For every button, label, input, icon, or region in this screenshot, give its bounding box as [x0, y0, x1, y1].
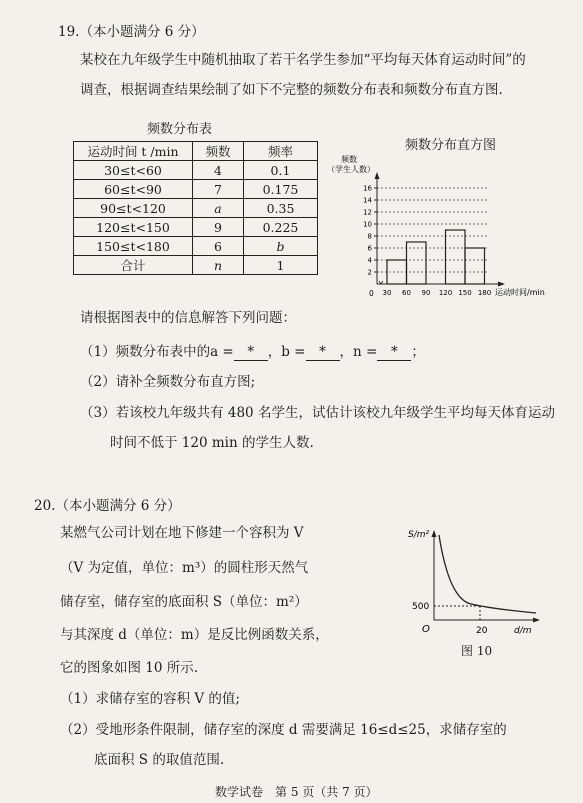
q20-line-3: 储存室，储存室的底面积 S（单位：m²）	[60, 594, 308, 610]
q20-line-2: （V 为定值，单位：m³）的圆柱形天然气	[60, 560, 309, 576]
x-tick-label: 30	[382, 289, 392, 297]
table-row	[74, 237, 318, 256]
blank-b: *	[306, 344, 340, 361]
table-cell: 7	[193, 180, 244, 199]
chart-ylabel-2: （学生人数）	[327, 165, 375, 174]
x-axis-arrow	[498, 282, 505, 287]
table-row	[74, 256, 318, 275]
sub1-prefix: （1）频数分布表中的	[80, 344, 211, 360]
table-row	[74, 218, 318, 237]
table-header-row	[74, 142, 318, 161]
x-tick-label: 120	[438, 289, 453, 297]
q20-sub2-line1: （2）受地形条件限制，储存室的深度 d 需要满足 16≤d≤25，求储存室的	[60, 722, 507, 738]
histogram-bar-150-180	[465, 248, 485, 284]
table-cell: n	[193, 256, 244, 275]
q19-header: 19.（本小题满分 6 分）	[58, 24, 205, 40]
q20-line-5: 它的图象如图 10 所示.	[60, 660, 199, 676]
frequency-table	[73, 141, 318, 275]
table-cell: 4	[193, 161, 244, 180]
y-tick-label: 8	[367, 232, 372, 241]
table-cell: 9	[193, 218, 244, 237]
chart-origin-label: 0	[369, 289, 374, 298]
chart-ylabel-1: 频数	[341, 155, 357, 164]
table-header-cell: 运动时间 t /min	[74, 142, 193, 161]
table-cell: 6	[193, 237, 244, 256]
table-cell: a	[193, 199, 244, 218]
q20-line-4: 与其深度 d（单位：m）是反比例函数关系，	[60, 627, 329, 643]
table-header-cell: 频数	[193, 142, 244, 161]
s-axis-arrow	[432, 530, 437, 537]
q20-line-1: 某燃气公司计划在地下修建一个容积为 V	[60, 525, 304, 541]
table-cell: 合计	[74, 256, 193, 275]
sub1-end: ；	[411, 344, 425, 360]
x-tick-label: 150	[458, 289, 472, 297]
table-cell: 0.175	[244, 180, 318, 199]
y-tick-label: 14	[363, 196, 372, 205]
table-cell: 120≤t<150	[74, 218, 193, 237]
q19-sub3-line2: 时间不低于 120 min 的学生人数.	[110, 435, 314, 451]
q19-intro-line2: 调查，根据调查结果绘制了如下不完整的频数分布表和频数分布直方图.	[80, 82, 503, 98]
y-tick-label: 6	[367, 244, 372, 253]
blank-a: *	[234, 344, 268, 361]
q19-intro-line1: 某校在九年级学生中随机抽取了若干名学生参加“平均每天体育运动时间”的	[80, 52, 526, 68]
table-row	[74, 180, 318, 199]
blank-n: *	[377, 344, 411, 361]
table-cell: 1	[244, 256, 318, 275]
y-axis-arrow	[375, 172, 380, 179]
graph-x-mark: 20	[476, 626, 488, 636]
q19-prompt: 请根据图表中的信息解答下列问题：	[80, 310, 296, 326]
graph-xlabel: d/m	[514, 626, 532, 636]
y-tick-label: 10	[363, 220, 372, 229]
q20-sub1: （1）求储存室的容积 V 的值;	[60, 691, 240, 707]
table-row	[74, 161, 318, 180]
graph-origin: O	[422, 624, 430, 635]
q19-sub1	[80, 340, 425, 361]
hyperbola-curve	[439, 535, 536, 613]
table-title: 频数分布表	[147, 122, 213, 137]
x-tick-label: 60	[402, 289, 411, 297]
sub1-b-label: ，b =	[267, 344, 306, 360]
q20-header: 20.（本小题满分 6 分）	[34, 498, 181, 514]
table-cell: 150≤t<180	[74, 237, 193, 256]
table-cell: 0.35	[244, 199, 318, 218]
q20-sub2-line2: 底面积 S 的取值范围.	[94, 752, 225, 768]
sub1-n-label: ，n =	[339, 344, 378, 360]
y-tick-label: 12	[363, 208, 372, 217]
graph-y-mark: 500	[412, 602, 430, 612]
page-footer: 数学试卷 第 5 页（共 7 页）	[215, 785, 378, 799]
table-cell: 60≤t<90	[74, 180, 193, 199]
q19-sub3-line1: （3）若该校九年级共有 480 名学生，试估计该校九年级学生平均每天体育运动	[80, 405, 555, 421]
d-axis-arrow	[533, 618, 540, 623]
x-tick-label: 90	[421, 289, 431, 297]
y-tick-label: 4	[367, 256, 372, 265]
x-tick-label: 180	[477, 289, 492, 297]
chart-title: 频数分布直方图	[405, 138, 497, 153]
graph-ylabel: S/m²	[408, 530, 430, 540]
table-row	[74, 199, 318, 218]
table-cell: 90≤t<120	[74, 199, 193, 218]
histogram-chart	[325, 150, 560, 300]
sub1-a-label: a =	[210, 344, 234, 360]
table-cell: b	[244, 237, 318, 256]
table-header-cell: 频率	[244, 142, 318, 161]
table-cell: 30≤t<60	[74, 161, 193, 180]
histogram-bar-120-150	[446, 230, 466, 284]
y-tick-label: 2	[367, 268, 372, 277]
q19-sub2: （2）请补全频数分布直方图;	[80, 374, 256, 390]
table-cell: 0.225	[244, 218, 318, 237]
figure-caption: 图 10	[461, 644, 493, 658]
inverse-proportion-graph	[396, 520, 546, 650]
chart-xlabel: 运动时间/min	[495, 288, 545, 297]
table-cell: 0.1	[244, 161, 318, 180]
y-tick-label: 16	[363, 184, 372, 193]
